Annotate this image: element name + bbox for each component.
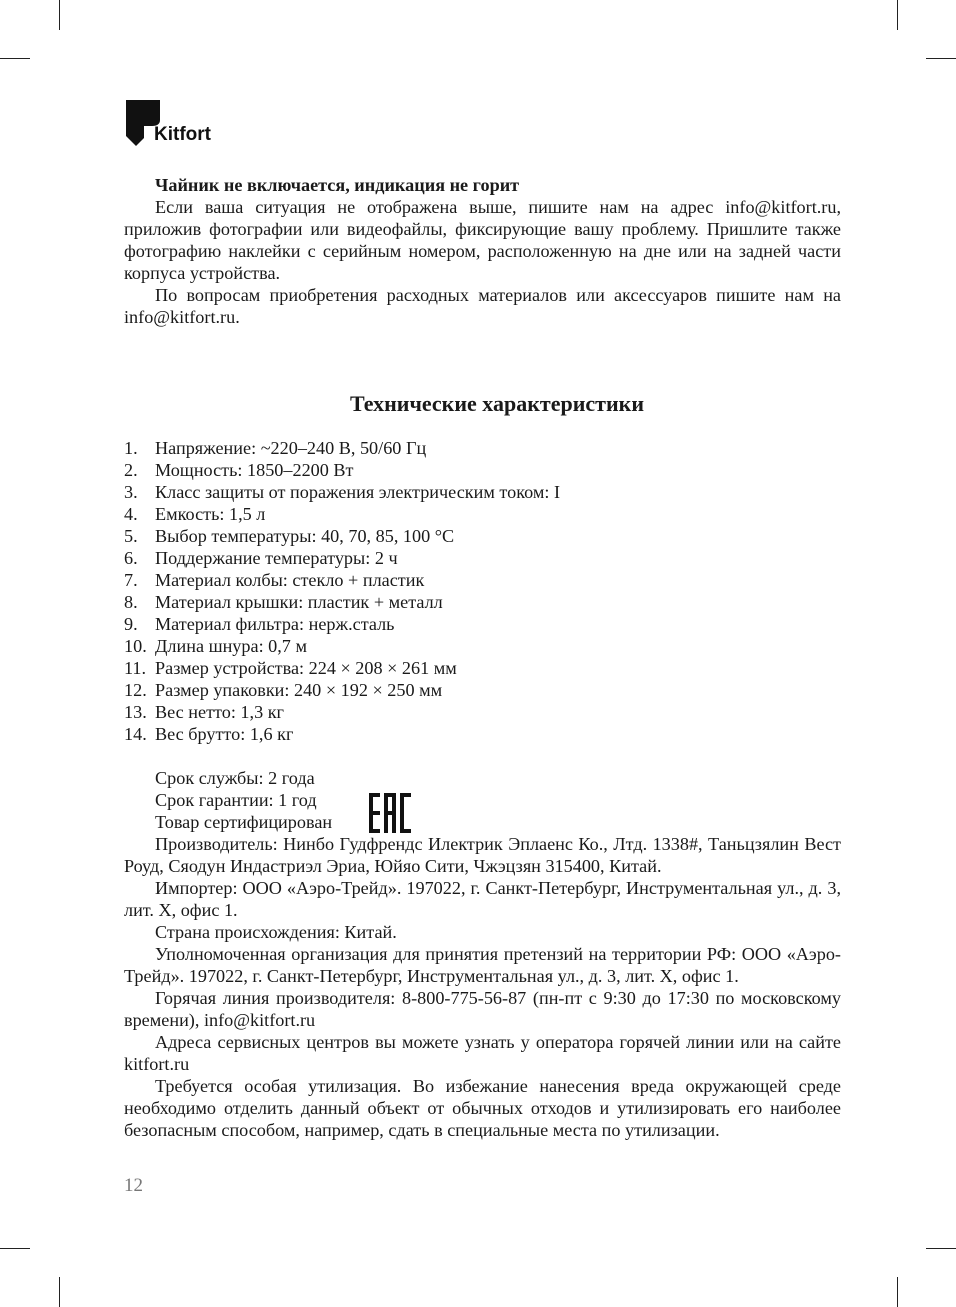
spec-number: 10.	[124, 636, 147, 656]
spec-number: 5.	[124, 526, 138, 546]
crop-mark	[59, 0, 60, 30]
spec-text: Вес нетто: 1,3 кг	[155, 702, 285, 722]
spec-item	[124, 723, 560, 745]
spec-text: Длина шнура: 0,7 м	[155, 636, 307, 656]
paragraph: Если ваша ситуация не отображена выше, пишите нам на адрес info@kitfort.ru, приложив фотографии или видеофайлы, фиксирующие вашу проблему. Пришлите также фотографию наклейки с серийным номером, расположенную на дне или на задней части корпуса устройства.	[124, 197, 841, 283]
crop-mark	[926, 58, 956, 59]
certified: Товар сертифицирован	[155, 812, 333, 832]
spec-number: 12.	[124, 680, 147, 700]
hotline: Горячая линия производителя: 8-800-775-56-87 (пн-пт с 9:30 до 17:30 по московскому времени), info@kitfort.ru	[124, 988, 841, 1030]
spec-number: 7.	[124, 570, 138, 590]
spec-text: Поддержание температуры: 2 ч	[155, 548, 398, 568]
spec-item	[124, 657, 560, 679]
spec-number: 13.	[124, 702, 147, 722]
crop-mark	[897, 0, 898, 30]
crop-mark	[0, 1248, 30, 1249]
crop-mark	[897, 1277, 898, 1307]
page-number: 12	[124, 1175, 143, 1196]
spec-number: 14.	[124, 724, 147, 744]
authorized-organization: Уполномоченная организация для принятия претензий на территории РФ: ООО «Аэро-Трейд». 197022, г. Санкт-Петербург, Инструментальная ул., д. 3, лит. Х, офис 1.	[124, 944, 841, 986]
brand-name: Kitfort	[154, 124, 211, 145]
spec-text: Материал колбы: стекло + пластик	[155, 570, 425, 590]
spec-item	[124, 547, 560, 569]
spec-text: Класс защиты от поражения электрическим током: I	[155, 482, 561, 502]
spec-text: Выбор температуры: 40, 70, 85, 100 °С	[155, 526, 455, 546]
spec-text: Напряжение: ~220–240 В, 50/60 Гц	[155, 438, 427, 458]
email-link[interactable]: info@kitfort.ru	[725, 197, 837, 217]
spec-item	[124, 701, 560, 723]
specs-list	[124, 437, 560, 745]
spec-item	[124, 613, 560, 635]
paragraph: По вопросам приобретения расходных материалов или аксессуаров пишите нам на info@kitfort.ru.	[124, 285, 841, 327]
spec-item	[124, 679, 560, 701]
crop-mark	[0, 58, 30, 59]
spec-item	[124, 437, 560, 459]
spec-number: 3.	[124, 482, 138, 502]
spec-item	[124, 459, 560, 481]
info-section	[124, 767, 841, 1141]
spec-text: Материал фильтра: нерж.сталь	[155, 614, 395, 634]
eac-certification-icon	[369, 793, 411, 838]
spec-item	[124, 591, 560, 613]
crop-mark	[926, 1248, 956, 1249]
spec-text: Размер упаковки: 240 × 192 × 250 мм	[155, 680, 443, 700]
manufacturer: Производитель: Нинбо Гудфрендс Илектрик Эплаенс Ко., Лтд. 1338#, Таньцзялин Вест Роуд, Сяодун Индастриэл Эриа, Юйяо Сити, Чжэцзян 315400, Китай.	[124, 834, 841, 876]
spec-text: Мощность: 1850–2200 Вт	[155, 460, 354, 480]
spec-text: Размер устройства: 224 × 208 × 261 мм	[155, 658, 457, 678]
country-of-origin: Страна происхождения: Китай.	[155, 922, 397, 942]
service-centers: Адреса сервисных центров вы можете узнать у оператора горячей линии или на сайте kitfort.ru	[124, 1032, 841, 1074]
spec-item	[124, 525, 560, 547]
spec-item	[124, 481, 560, 503]
section-heading: Чайник не включается, индикация не горит	[155, 175, 520, 195]
spec-text: Вес брутто: 1,6 кг	[155, 724, 294, 744]
spec-text: Материал крышки: пластик + металл	[155, 592, 443, 612]
spec-number: 8.	[124, 592, 138, 612]
troubleshooting-section	[124, 174, 841, 328]
warranty: Срок гарантии: 1 год	[155, 790, 317, 810]
spec-number: 4.	[124, 504, 138, 524]
spec-item	[124, 503, 560, 525]
spec-number: 1.	[124, 438, 138, 458]
spec-number: 9.	[124, 614, 138, 634]
specs-title: Технические характеристики	[349, 391, 645, 416]
service-life: Срок службы: 2 года	[155, 768, 315, 788]
spec-item	[124, 569, 560, 591]
spec-number: 6.	[124, 548, 138, 568]
disposal-notice: Требуется особая утилизация. Во избежание нанесения вреда окружающей среде необходимо отделить данный объект от обычных отходов и утилизировать его наиболее безопасным способом, например, сдать в специальные места по утилизации.	[124, 1076, 841, 1140]
spec-number: 11.	[124, 658, 147, 678]
importer: Импортер: ООО «Аэро-Трейд». 197022, г. Санкт-Петербург, Инструментальная ул., д. 3, лит. Х, офис 1.	[124, 878, 841, 920]
spec-number: 2.	[124, 460, 138, 480]
spec-text: Емкость: 1,5 л	[155, 504, 266, 524]
crop-mark	[59, 1277, 60, 1307]
spec-item	[124, 635, 560, 657]
